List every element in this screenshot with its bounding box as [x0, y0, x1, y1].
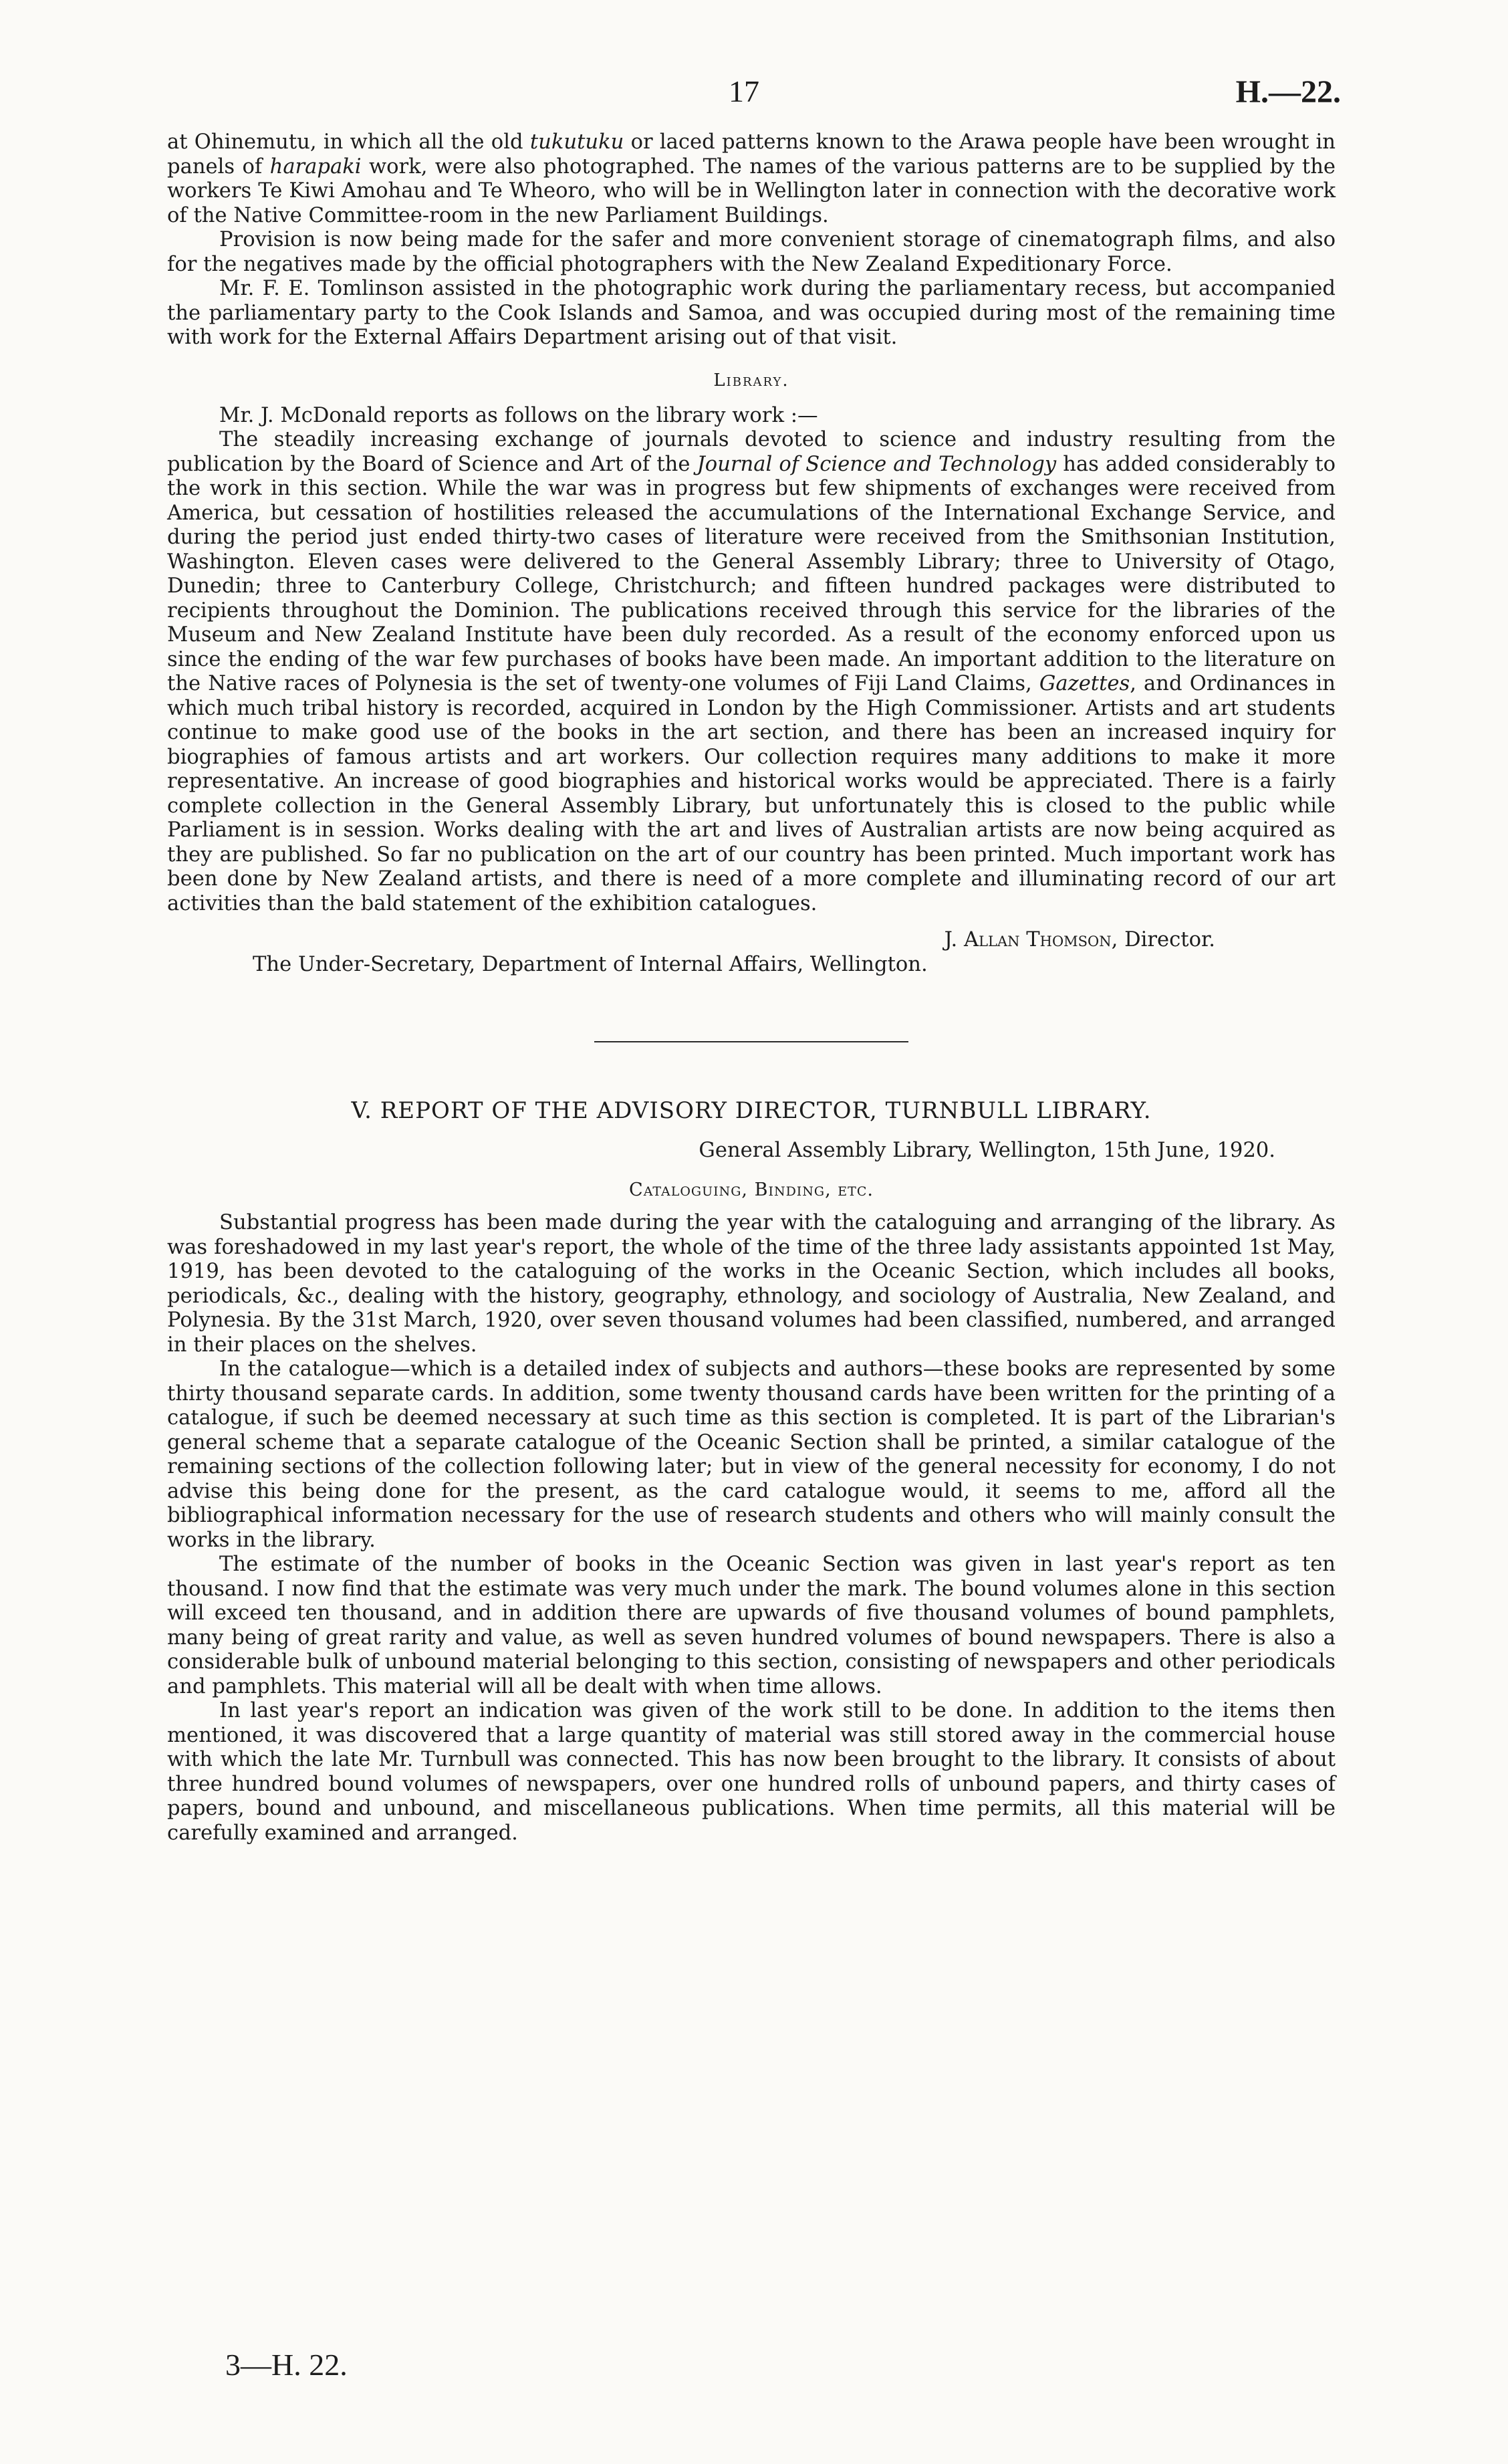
library-paragraph-2: The steadily increasing exchange of journals devoted to science and industry resulting from the publication by the Board of Science and Art of the Journal of Science and Technology has added considerably to the work in this section. While the war was in progress but few shipments of exchanges were received from America, but cessation of hostilities released the accumulations of the International Exchange Service, and during the period just ended thirty-two cases of literature were received from the Smithsonian Institution, Washington. Eleven cases were delivered to the General Assembly Library; three to University of Otago, Dunedin; three to Canterbury College, Christchurch; and fifteen hundred packages were distributed to recipients throughout the Dominion. The publications received through this service for the libraries of the Museum and New Zealand Institute have been duly recorded. As a result of the economy enforced upon us since the ending of the war few purchases of books have been made. An important addition to the literature on the Native races of Polynesia is the set of twenty-one volumes of Fiji Land Claims, Gazettes, and Ordinances in which much tribal history is recorded, acquired in London by the High Commissioner. Artists and art students continue to make good use of the books in the art section, and there has been an increased inquiry for biographies of famous artists and art workers. Our collection requires many additions to make it more representative. An increase of good biographies and historical works would be appreciated. There is a fairly complete collection in the General Assembly Library, but unfortunately this is closed to the public while Parliament is in session. Works dealing with the art and lives of Australian artists are now being acquired as they are published. So far no publication on the art of our country has been printed. Much important work has been done by New Zealand artists, and there is need of a more complete and illuminating record of our art activities than the bald statement of the exhibition catalogues. [167, 428, 1336, 915]
page-header [0, 74, 1508, 120]
library-paragraph-1: Mr. J. McDonald reports as follows on the library work :— [219, 403, 818, 427]
report-place-date: General Assembly Library, Wellington, 15th June, 1920. [699, 1139, 1275, 1162]
document-reference: H.—22. [1235, 74, 1341, 110]
report-subheading: Cataloguing, Binding, etc. [629, 1180, 874, 1200]
intro-paragraph-2: Provision is now being made for the safer and more convenient storage of cinematograph films, and also for the negatives made by the official photographers with the New Zealand Expeditionary Force. [167, 228, 1336, 276]
report-title: V. REPORT OF THE ADVISORY DIRECTOR, TURNBULL LIBRARY. [351, 1097, 1152, 1124]
footer-reference: 3—H. 22. [225, 2348, 348, 2382]
library-heading: Library. [713, 370, 789, 390]
page-number: 17 [729, 74, 759, 108]
report-paragraph-3: The estimate of the number of books in the Oceanic Section was given in last year's report as ten thousand. I now find that the estimate was very much under the mark. The bound volumes alone in this section will exceed ten thousand, and in addition there are upwards of five thousand volumes of bound pamphlets, many being of great rarity and value, as well as seven hundred volumes of bound newspapers. There is also a considerable bulk of unbound material belonging to this section, consisting of newspapers and other periodicals and pamphlets. This material will all be dealt with when time allows. [167, 1553, 1336, 1698]
report-paragraph-1: Substantial progress has been made during the year with the cataloguing and arranging of the library. As was foreshadowed in my last year's report, the whole of the time of the three lady assistants appointed 1st May, 1919, has been devoted to the cataloguing of the works in the Oceanic Section, which includes all books, periodicals, &c., dealing with the history, geography, ethnology, and sociology of Australia, New Zealand, and Polynesia. By the 31st March, 1920, over seven thousand volumes had been classified, numbered, and arranged in their places on the shelves. [167, 1211, 1336, 1357]
intro-paragraph-3: Mr. F. E. Tomlinson assisted in the photographic work during the parliamentary recess, but accompanied the parliamentary party to the Cook Islands and Samoa, and was occupied during most of the remaining time with work for the External Affairs Department arising out of that visit. [167, 277, 1336, 349]
addressee: The Under-Secretary, Department of Internal Affairs, Wellington. [253, 952, 928, 976]
report-paragraph-4: In last year's report an indication was given of the work still to be done. In addition to the items then mentioned, it was discovered that a large quantity of material was still stored away in the commercial house with which the late Mr. Turnbull was connected. This has now been brought to the library. It consists of about three hundred bound volumes of newspapers, over one hundred rolls of unbound papers, and thirty cases of papers, bound and unbound, and miscellaneous publications. When time permits, all this material will be carefully examined and arranged. [167, 1699, 1336, 1845]
document-body [167, 130, 1336, 1845]
intro-paragraph-1: at Ohinemutu, in which all the old tukutuku or laced patterns known to the Arawa people have been wrought in panels of harapaki work, were also photographed. The names of the various patterns are to be supplied by the workers Te Kiwi Amohau and Te Wheoro, who will be in Wellington later in connection with the decorative work of the Native Committee-room in the new Parliament Buildings. [167, 130, 1336, 227]
report-paragraph-2: In the catalogue—which is a detailed index of subjects and authors—these books are represented by some thirty thousand separate cards. In addition, some twenty thousand cards have been written for the printing of a catalogue, if such be deemed necessary at such time as this section is completed. It is part of the Librarian's general scheme that a separate catalogue of the Oceanic Section shall be printed, a similar catalogue of the remaining sections of the collection following later; but in view of the general necessity for economy, I do not advise this being done for the present, as the card catalogue would, it seems to me, afford all the bibliographical information necessary for the use of research students and others who will mainly consult the works in the library. [167, 1357, 1336, 1552]
signature: J. Allan Thomson, Director. [944, 928, 1215, 951]
section-divider [594, 1041, 908, 1042]
